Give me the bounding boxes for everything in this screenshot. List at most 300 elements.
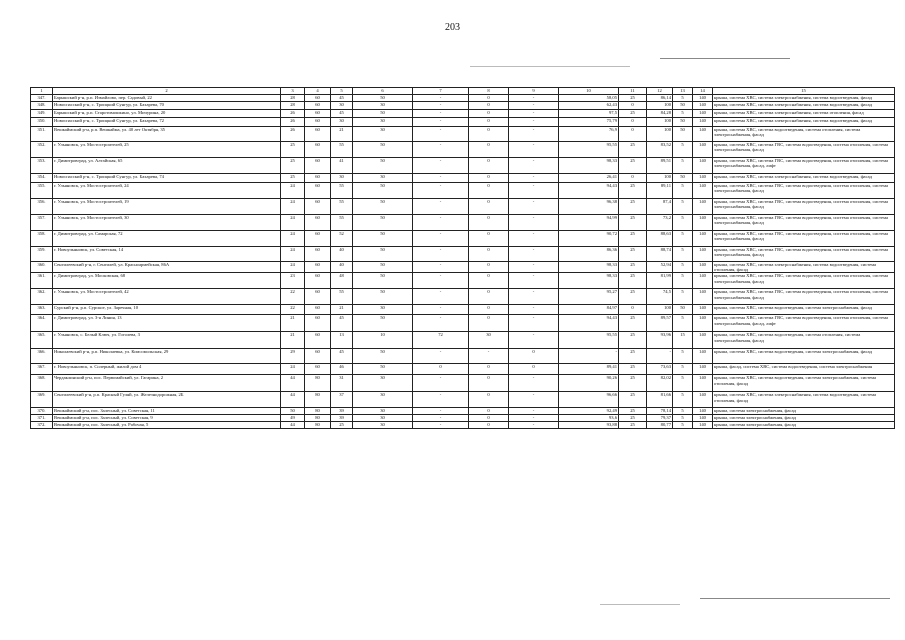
cell-col-7: - — [413, 273, 469, 289]
cell-col-12: 88,74 — [647, 247, 673, 262]
cell-col-9: - — [509, 305, 559, 315]
cell-build-year: 44 — [281, 422, 305, 429]
cell-wear-limit: 80 — [305, 422, 331, 429]
cell-build-year: 22 — [281, 305, 305, 315]
cell-col-13: 5 — [673, 349, 693, 364]
cell-address: Вешкаймский р-н, р.п. Вешкайма, ул. 40 лет Октября, 35 — [53, 127, 281, 142]
cell-col-9: - — [509, 375, 559, 392]
cell-col-14: 140 — [693, 142, 713, 158]
cell-address: Сенгилеевский р-н, р.п. Красный Гуляй, ул. Железнодорожная, 2Б — [53, 392, 281, 408]
cell-col-12: 80,77 — [647, 422, 673, 429]
cell-col-13: 50 — [673, 174, 693, 183]
table-row — [31, 174, 895, 183]
cell-col-11: 25 — [619, 247, 647, 262]
cell-col-7: - — [413, 289, 469, 305]
cell-address: Барышский р-н, р.п. Измайлово, пер. Садовый, 22 — [53, 95, 281, 102]
table-row — [31, 273, 895, 289]
cell-work-types: крыша, система электроснабжения, фасад — [713, 408, 895, 415]
column-number: 4 — [305, 88, 331, 95]
cell-col-12: 73,63 — [647, 364, 673, 375]
cell-col-10: 97,5 — [559, 110, 619, 118]
cell-col-12: 81,66 — [647, 392, 673, 408]
cell-col-10: 93,88 — [559, 422, 619, 429]
cell-wear-actual: 31 — [331, 375, 353, 392]
table-row — [31, 375, 895, 392]
cell-row-number: 369. — [31, 392, 53, 408]
cell-wear-actual: 30 — [331, 118, 353, 127]
cell-build-year: 24 — [281, 364, 305, 375]
cell-wear-norm: 50 — [353, 110, 413, 118]
cell-col-10: 58,05 — [559, 95, 619, 102]
cell-wear-limit: 60 — [305, 118, 331, 127]
cell-row-number: 370. — [31, 408, 53, 415]
cell-col-7: - — [413, 199, 469, 215]
cell-col-13: 5 — [673, 364, 693, 375]
cell-row-number: 348. — [31, 102, 53, 110]
cell-wear-actual: 39 — [331, 408, 353, 415]
cell-wear-actual: 55 — [331, 289, 353, 305]
cell-wear-norm: 50 — [353, 289, 413, 305]
cell-col-10: 96,66 — [559, 392, 619, 408]
cell-col-11: 0 — [619, 305, 647, 315]
cell-col-10: 98,33 — [559, 262, 619, 273]
cell-wear-norm: 30 — [353, 102, 413, 110]
cell-col-14: 140 — [693, 289, 713, 305]
cell-col-8: 0 — [469, 127, 509, 142]
cell-col-9: - — [509, 118, 559, 127]
cell-row-number: 354. — [31, 174, 53, 183]
cell-wear-actual: 45 — [331, 349, 353, 364]
table-row — [31, 127, 895, 142]
cell-col-9: - — [509, 183, 559, 199]
cell-address: Новоспасский р-н, с. Троицкий Сунгур, ул. Бахарева, 74 — [53, 174, 281, 183]
cell-build-year: 49 — [281, 415, 305, 422]
cell-wear-actual: 52 — [331, 231, 353, 247]
cell-col-11: 25 — [619, 349, 647, 364]
cell-col-14: 140 — [693, 231, 713, 247]
cell-col-14: 140 — [693, 118, 713, 127]
cell-col-13: 50 — [673, 102, 693, 110]
cell-col-10: 96,38 — [559, 199, 619, 215]
cell-col-13: 5 — [673, 231, 693, 247]
cell-work-types: крыша, система ХВС, система водоотведения, система электроснабжения, фасад — [713, 349, 895, 364]
cell-col-8: 0 — [469, 364, 509, 375]
cell-col-12: 89,11 — [647, 183, 673, 199]
cell-col-14: 140 — [693, 375, 713, 392]
cell-wear-actual: 45 — [331, 110, 353, 118]
cell-wear-norm: 50 — [353, 247, 413, 262]
cell-col-14: 140 — [693, 247, 713, 262]
cell-col-11: 25 — [619, 158, 647, 174]
cell-col-7: - — [413, 247, 469, 262]
cell-col-8: 0 — [469, 392, 509, 408]
cell-work-types: крыша, система ХВС, система водоотведения, система отопления, система электроснабжения, фасад — [713, 127, 895, 142]
cell-col-12: - — [647, 349, 673, 364]
cell-work-types: крыша, система ХВС, система ГВС, система водоотведения, система отопления, система электроснабжения, фасад — [713, 215, 895, 231]
cell-build-year: 21 — [281, 315, 305, 332]
cell-row-number: 352. — [31, 142, 53, 158]
cell-wear-actual: 21 — [331, 127, 353, 142]
cell-wear-limit: 60 — [305, 349, 331, 364]
cell-col-7: - — [413, 95, 469, 102]
cell-col-9: - — [509, 415, 559, 422]
cell-col-8: 0 — [469, 199, 509, 215]
table-body — [31, 95, 895, 429]
cell-row-number: 368. — [31, 375, 53, 392]
cell-wear-limit: 60 — [305, 158, 331, 174]
cell-address: г. Ульяновск, ул. Мостостроителей, 19 — [53, 199, 281, 215]
cell-col-14: 140 — [693, 215, 713, 231]
cell-build-year: 25 — [281, 142, 305, 158]
cell-col-7: 0 — [413, 364, 469, 375]
cell-col-12: 83,52 — [647, 142, 673, 158]
cell-col-10: 98,33 — [559, 273, 619, 289]
column-number: 12 — [647, 88, 673, 95]
cell-wear-limit: 60 — [305, 273, 331, 289]
cell-work-types: крыша, система электроснабжения, фасад — [713, 422, 895, 429]
table-row — [31, 142, 895, 158]
cell-address: Барышский р-н, р.п. Старотимошкино, ул. Мичурина, 20 — [53, 110, 281, 118]
cell-wear-limit: 60 — [305, 199, 331, 215]
cell-col-10: 89,41 — [559, 364, 619, 375]
cell-col-7: - — [413, 422, 469, 429]
cell-wear-limit: 80 — [305, 375, 331, 392]
cell-work-types: крыша, система ХВС, система ГВС, система водоотведения, система отопления, система электроснабжения, фасад — [713, 289, 895, 305]
table-row — [31, 231, 895, 247]
cell-wear-actual: 41 — [331, 158, 353, 174]
cell-col-12: 100 — [647, 118, 673, 127]
cell-col-9: - — [509, 102, 559, 110]
cell-col-7: - — [413, 174, 469, 183]
cell-col-12: 89,51 — [647, 158, 673, 174]
cell-col-9: - — [509, 142, 559, 158]
cell-col-9: - — [509, 174, 559, 183]
cell-col-13: 5 — [673, 415, 693, 422]
cell-wear-norm: 30 — [353, 118, 413, 127]
cell-row-number: 360. — [31, 262, 53, 273]
cell-col-11: 25 — [619, 142, 647, 158]
cell-row-number: 371. — [31, 415, 53, 422]
cell-wear-actual: 45 — [331, 95, 353, 102]
cell-build-year: 25 — [281, 158, 305, 174]
cell-col-14: 140 — [693, 408, 713, 415]
cell-build-year: 21 — [281, 332, 305, 349]
table-row — [31, 289, 895, 305]
cell-col-9: - — [509, 215, 559, 231]
cell-build-year: 44 — [281, 392, 305, 408]
cell-col-10: 94,43 — [559, 315, 619, 332]
cell-col-7: - — [413, 183, 469, 199]
cell-col-11: 0 — [619, 118, 647, 127]
cell-col-12: 86,14 — [647, 95, 673, 102]
cell-col-7: - — [413, 110, 469, 118]
cell-col-9: 0 — [509, 349, 559, 364]
cell-wear-limit: 60 — [305, 231, 331, 247]
cell-col-13: 5 — [673, 183, 693, 199]
cell-col-11: 25 — [619, 315, 647, 332]
cell-wear-limit: 80 — [305, 392, 331, 408]
cell-address: г. Димитровград, ул. 3-я Линия, 13 — [53, 315, 281, 332]
cell-col-12: 74,5 — [647, 289, 673, 305]
cell-col-13: 5 — [673, 422, 693, 429]
column-number: 6 — [353, 88, 413, 95]
cell-col-10: 90,26 — [559, 375, 619, 392]
cell-wear-limit: 60 — [305, 110, 331, 118]
cell-address: Новоспасский р-н, с. Троицкий Сунгур, ул. Бахарева, 72 — [53, 118, 281, 127]
cell-col-10: 76,9 — [559, 127, 619, 142]
cell-wear-norm: 10 — [353, 332, 413, 349]
cell-address: г. Новоульяновск, ул. Советская, 14 — [53, 247, 281, 262]
cell-col-14: 140 — [693, 127, 713, 142]
column-number: 8 — [469, 88, 509, 95]
cell-col-9: - — [509, 392, 559, 408]
cell-col-13: 5 — [673, 247, 693, 262]
cell-address: Новоспасский р-н, с. Троицкий Сунгур, ул. Бахарева, 70 — [53, 102, 281, 110]
table-row — [31, 102, 895, 110]
cell-col-10: 93,6 — [559, 415, 619, 422]
cell-build-year: 29 — [281, 349, 305, 364]
cell-work-types: крыша, система ХВС, система электроснабжения, система водоотведения, система отопления, фасад — [713, 392, 895, 408]
cell-col-8: 0 — [469, 273, 509, 289]
cell-col-9: - — [509, 315, 559, 332]
cell-wear-norm: 50 — [353, 215, 413, 231]
cell-row-number: 367. — [31, 364, 53, 375]
cell-col-9: - — [509, 127, 559, 142]
cell-wear-limit: 60 — [305, 247, 331, 262]
cell-wear-limit: 80 — [305, 415, 331, 422]
table-row — [31, 349, 895, 364]
cell-col-8: 0 — [469, 231, 509, 247]
cell-col-7: - — [413, 127, 469, 142]
cell-col-12: 73,2 — [647, 215, 673, 231]
table-row — [31, 118, 895, 127]
cell-work-types: крыша, система ХВС, система электроснабжения, система водоотведения, фасад — [713, 118, 895, 127]
cell-col-14: 140 — [693, 392, 713, 408]
column-number: 14 — [693, 88, 713, 95]
table-row — [31, 415, 895, 422]
cell-wear-norm: 50 — [353, 364, 413, 375]
cell-col-7: - — [413, 375, 469, 392]
cell-col-13: 5 — [673, 142, 693, 158]
cell-work-types: крыша, система ХВС, система электроснабжения, система водоотведения, фасад — [713, 95, 895, 102]
cell-wear-norm: 50 — [353, 273, 413, 289]
cell-wear-norm: 50 — [353, 95, 413, 102]
cell-col-11: 25 — [619, 332, 647, 349]
cell-col-11: 0 — [619, 174, 647, 183]
cell-row-number: 361. — [31, 273, 53, 289]
cell-build-year: 24 — [281, 247, 305, 262]
cell-col-7: 72 — [413, 332, 469, 349]
cell-row-number: 364. — [31, 315, 53, 332]
cell-wear-norm: 30 — [353, 375, 413, 392]
cell-address: г. Димитровград, ул. Московская, 68 — [53, 273, 281, 289]
cell-wear-norm: 50 — [353, 262, 413, 273]
cell-wear-norm: 50 — [353, 158, 413, 174]
cell-wear-norm: 50 — [353, 231, 413, 247]
cell-work-types: крыша, система ХВС, система электроснабжения, система отопления, фасад — [713, 110, 895, 118]
cell-work-types: крыша, фасад, система ХВС, система водоотведения, система электроснабжения — [713, 364, 895, 375]
cell-wear-actual: 13 — [331, 332, 353, 349]
cell-row-number: 372. — [31, 422, 53, 429]
cell-col-14: 140 — [693, 174, 713, 183]
cell-col-9: - — [509, 95, 559, 102]
table-row — [31, 158, 895, 174]
table-row — [31, 247, 895, 262]
cell-col-13: 5 — [673, 158, 693, 174]
cell-col-12: 88,63 — [647, 231, 673, 247]
cell-row-number: 355. — [31, 183, 53, 199]
cell-wear-norm: 50 — [353, 199, 413, 215]
cell-col-10: 26,41 — [559, 174, 619, 183]
cell-col-14: 140 — [693, 262, 713, 273]
cell-col-12: 81,99 — [647, 273, 673, 289]
cell-col-11: 25 — [619, 392, 647, 408]
cell-row-number: 350. — [31, 118, 53, 127]
cell-col-8: 0 — [469, 315, 509, 332]
scan-mark-line — [660, 58, 790, 59]
table-row — [31, 110, 895, 118]
cell-col-9: - — [509, 289, 559, 305]
cell-address: г. Ульяновск, ул. Мостостроителей, 30 — [53, 215, 281, 231]
cell-address: Сенгилеевский р-н, г. Сенгилей, ул. Красноармейская, 86А — [53, 262, 281, 273]
cell-build-year: 24 — [281, 231, 305, 247]
scan-mark-line — [700, 598, 890, 599]
table-row — [31, 332, 895, 349]
cell-col-9: - — [509, 110, 559, 118]
column-number: 3 — [281, 88, 305, 95]
cell-col-11: 25 — [619, 231, 647, 247]
cell-col-8: 0 — [469, 142, 509, 158]
column-number: 13 — [673, 88, 693, 95]
cell-col-10: 95,55 — [559, 142, 619, 158]
cell-col-13: 5 — [673, 199, 693, 215]
cell-wear-actual: 30 — [331, 102, 353, 110]
cell-build-year: 24 — [281, 199, 305, 215]
cell-col-7: - — [413, 305, 469, 315]
scan-mark-line — [470, 66, 630, 67]
cell-col-10: 86,36 — [559, 247, 619, 262]
cell-col-7: - — [413, 142, 469, 158]
cell-col-11: 25 — [619, 408, 647, 415]
cell-col-8: 0 — [469, 158, 509, 174]
column-number: 10 — [559, 88, 619, 95]
cell-row-number: 363. — [31, 305, 53, 315]
cell-wear-norm: 50 — [353, 142, 413, 158]
cell-col-10: - — [559, 349, 619, 364]
cell-col-7: - — [413, 215, 469, 231]
cell-col-11: 25 — [619, 199, 647, 215]
cell-wear-norm: 30 — [353, 127, 413, 142]
cell-wear-limit: 60 — [305, 215, 331, 231]
cell-col-8: 0 — [469, 102, 509, 110]
cell-work-types: крыша, система ХВС, система водоотведения, система отопления, система электроснабжения, фасад — [713, 332, 895, 349]
cell-build-year: 26 — [281, 110, 305, 118]
cell-wear-norm: 30 — [353, 305, 413, 315]
cell-col-7: - — [413, 231, 469, 247]
column-number: 5 — [331, 88, 353, 95]
cell-col-11: 25 — [619, 95, 647, 102]
cell-col-7: - — [413, 408, 469, 415]
cell-col-14: 140 — [693, 305, 713, 315]
table-row — [31, 262, 895, 273]
cell-build-year: 26 — [281, 118, 305, 127]
cell-col-13: 50 — [673, 127, 693, 142]
cell-col-11: 25 — [619, 289, 647, 305]
cell-col-14: 140 — [693, 183, 713, 199]
cell-work-types: крыша, система ХВС, система водоотведения, система электроснабжения, фасад — [713, 305, 895, 315]
cell-address: Николаевский р-н, р.п. Николаевка, ул. Комсомольская, 29 — [53, 349, 281, 364]
cell-row-number: 349. — [31, 110, 53, 118]
housing-register-table — [30, 87, 895, 429]
cell-address: Вешкаймский р-н, пос. Залесный, ул. Советская, 9 — [53, 415, 281, 422]
cell-col-11: 25 — [619, 262, 647, 273]
cell-build-year: 23 — [281, 273, 305, 289]
cell-row-number: 359. — [31, 247, 53, 262]
cell-wear-actual: 39 — [331, 415, 353, 422]
cell-wear-norm: 30 — [353, 392, 413, 408]
cell-col-10: 62,43 — [559, 102, 619, 110]
cell-row-number: 358. — [31, 231, 53, 247]
cell-wear-actual: 40 — [331, 262, 353, 273]
column-number: 9 — [509, 88, 559, 95]
cell-col-12: 89,57 — [647, 315, 673, 332]
cell-build-year: 24 — [281, 183, 305, 199]
cell-col-7: - — [413, 315, 469, 332]
cell-wear-limit: 60 — [305, 127, 331, 142]
cell-col-13: 5 — [673, 392, 693, 408]
cell-col-8: - — [469, 349, 509, 364]
cell-col-10: 95,55 — [559, 332, 619, 349]
cell-build-year: 24 — [281, 215, 305, 231]
cell-col-10: 95,27 — [559, 289, 619, 305]
cell-wear-actual: 45 — [331, 315, 353, 332]
cell-address: г. Димитровград, ул. Алтайская, 65 — [53, 158, 281, 174]
cell-col-8: 0 — [469, 95, 509, 102]
cell-wear-limit: 60 — [305, 102, 331, 110]
cell-col-7: - — [413, 415, 469, 422]
cell-col-11: 25 — [619, 415, 647, 422]
cell-wear-norm: 50 — [353, 315, 413, 332]
cell-row-number: 353. — [31, 158, 53, 174]
cell-col-9: - — [509, 247, 559, 262]
cell-col-8: 0 — [469, 110, 509, 118]
cell-row-number: 357. — [31, 215, 53, 231]
cell-col-13: 50 — [673, 305, 693, 315]
cell-col-10: 94,43 — [559, 183, 619, 199]
cell-address: г. Новоульяновск, п. Солерный, жилой дом 4 — [53, 364, 281, 375]
cell-col-9: 0 — [509, 364, 559, 375]
cell-col-14: 140 — [693, 315, 713, 332]
cell-col-8: 0 — [469, 118, 509, 127]
cell-address: г. Ульяновск, ул. Мостостроителей, 42 — [53, 289, 281, 305]
cell-build-year: 50 — [281, 408, 305, 415]
cell-col-12: 79,37 — [647, 415, 673, 422]
cell-row-number: 365. — [31, 332, 53, 349]
cell-address: г. Ульяновск, с. Белый Ключ, ул. Гоголева, 3 — [53, 332, 281, 349]
cell-col-12: 100 — [647, 102, 673, 110]
table-row — [31, 408, 895, 415]
cell-col-9: - — [509, 262, 559, 273]
cell-col-14: 140 — [693, 273, 713, 289]
cell-col-9: - — [509, 273, 559, 289]
cell-row-number: 362. — [31, 289, 53, 305]
cell-work-types: крыша, система ХВС, система электроснабжения, система водоотведения, фасад — [713, 174, 895, 183]
table-row — [31, 199, 895, 215]
cell-build-year: 24 — [281, 262, 305, 273]
cell-address: Вешкаймский р-н, пос. Залесный, ул. Рабочая, 5 — [53, 422, 281, 429]
cell-col-14: 140 — [693, 332, 713, 349]
cell-col-8: 0 — [469, 183, 509, 199]
